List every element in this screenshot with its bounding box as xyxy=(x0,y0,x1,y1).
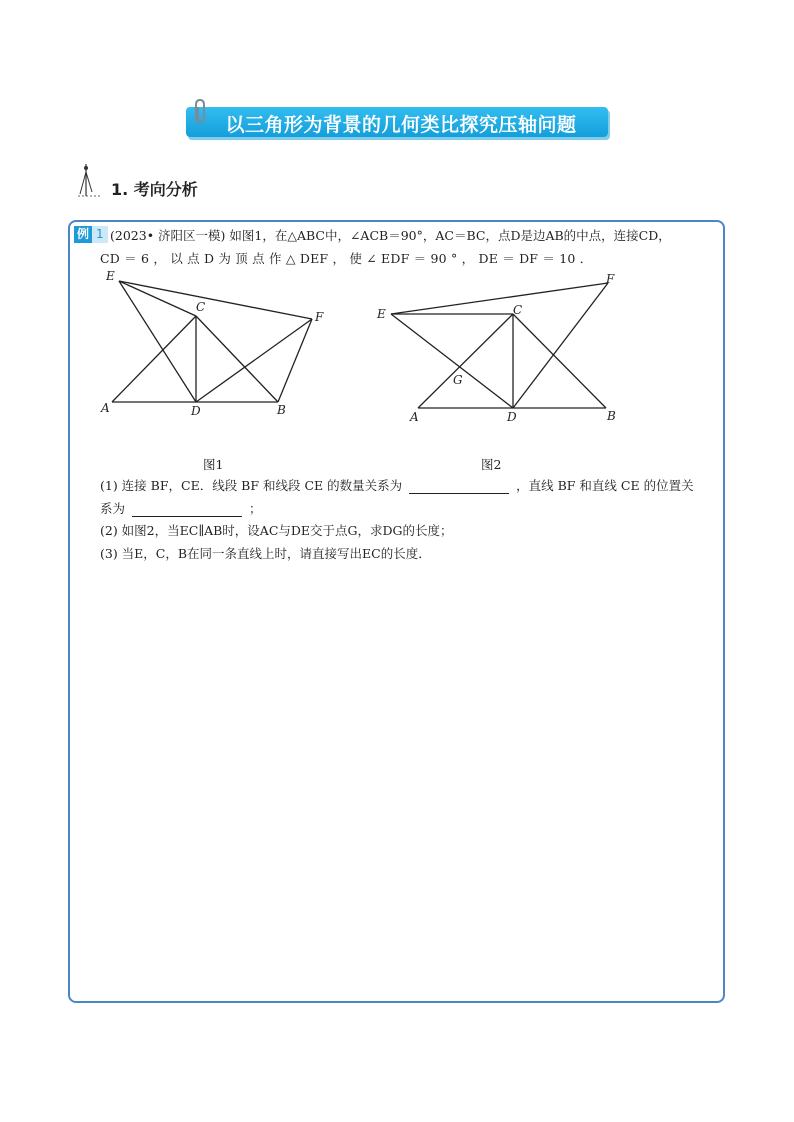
figure-1-caption: 图1 xyxy=(203,457,224,472)
question-2: (2) 如图2，当EC∥AB时，设AC与DE交于点G，求DG的长度； xyxy=(100,523,453,538)
fig2-label-f: F xyxy=(606,272,615,286)
fig2-label-b: B xyxy=(607,409,616,423)
answer-blank-1[interactable] xyxy=(409,481,509,494)
fig2-label-d: D xyxy=(507,410,517,424)
figure-1 xyxy=(95,265,335,425)
fig1-label-b: B xyxy=(277,403,286,417)
answer-blank-2[interactable] xyxy=(132,504,242,517)
fig1-label-a: A xyxy=(101,401,110,415)
fig1-segment-cb xyxy=(196,316,278,402)
page-title: 以三角形为背景的几何类比探究压轴问题 xyxy=(225,114,577,136)
figure-2-caption: 图2 xyxy=(481,457,502,472)
problem-line-2: CD ＝ 6 ， 以 点 D 为 顶 点 作 △ DEF ， 使 ∠ EDF ＝ 90 ° ， DE ＝ DF ＝ 10 ． xyxy=(100,251,593,266)
problem-line-1: (2023• 济阳区一模) 如图1，在△ABC中，∠ACB＝90°，AC＝BC，点D是边AB的中点，连接CD， xyxy=(110,228,671,243)
fig2-label-e: E xyxy=(377,307,386,321)
example-tag-number: 1 xyxy=(92,226,108,243)
fig2-label-c: C xyxy=(513,303,523,317)
fig1-label-f: F xyxy=(315,310,324,324)
fig1-label-d: D xyxy=(191,404,201,418)
fig2-label-a: A xyxy=(410,410,419,424)
question-1-text-c: 系为 xyxy=(100,501,126,516)
question-1-text-d: ； xyxy=(248,501,262,516)
fig1-segment-ac xyxy=(112,316,196,402)
question-1-line-2 xyxy=(100,499,262,517)
question-3: (3) 当E，C，B在同一条直线上时，请直接写出EC的长度． xyxy=(100,546,431,561)
fig2-segment-ed xyxy=(391,314,513,408)
example-tag-label: 例 xyxy=(74,226,92,243)
fig2-segment-ef xyxy=(391,283,608,314)
fig1-segment-ef xyxy=(119,281,312,319)
example-tag xyxy=(74,226,108,243)
fig2-label-g: G xyxy=(453,373,463,387)
title-banner xyxy=(186,101,608,139)
fig1-label-c: C xyxy=(196,300,206,314)
fig2-segment-cb xyxy=(513,314,606,408)
section-title: 1. 考向分析 xyxy=(111,180,198,199)
fig2-segment-df xyxy=(513,283,608,408)
question-1-text-a: (1) 连接 BF，CE．线段 BF 和线段 CE 的数量关系为 xyxy=(100,478,403,493)
question-1-line-1 xyxy=(100,476,694,494)
question-1-text-b: ，直线 BF 和直线 CE 的位置关 xyxy=(516,478,694,493)
fig2-segment-ac xyxy=(418,314,513,408)
fig1-label-e: E xyxy=(106,269,115,283)
compass-icon xyxy=(72,162,106,198)
